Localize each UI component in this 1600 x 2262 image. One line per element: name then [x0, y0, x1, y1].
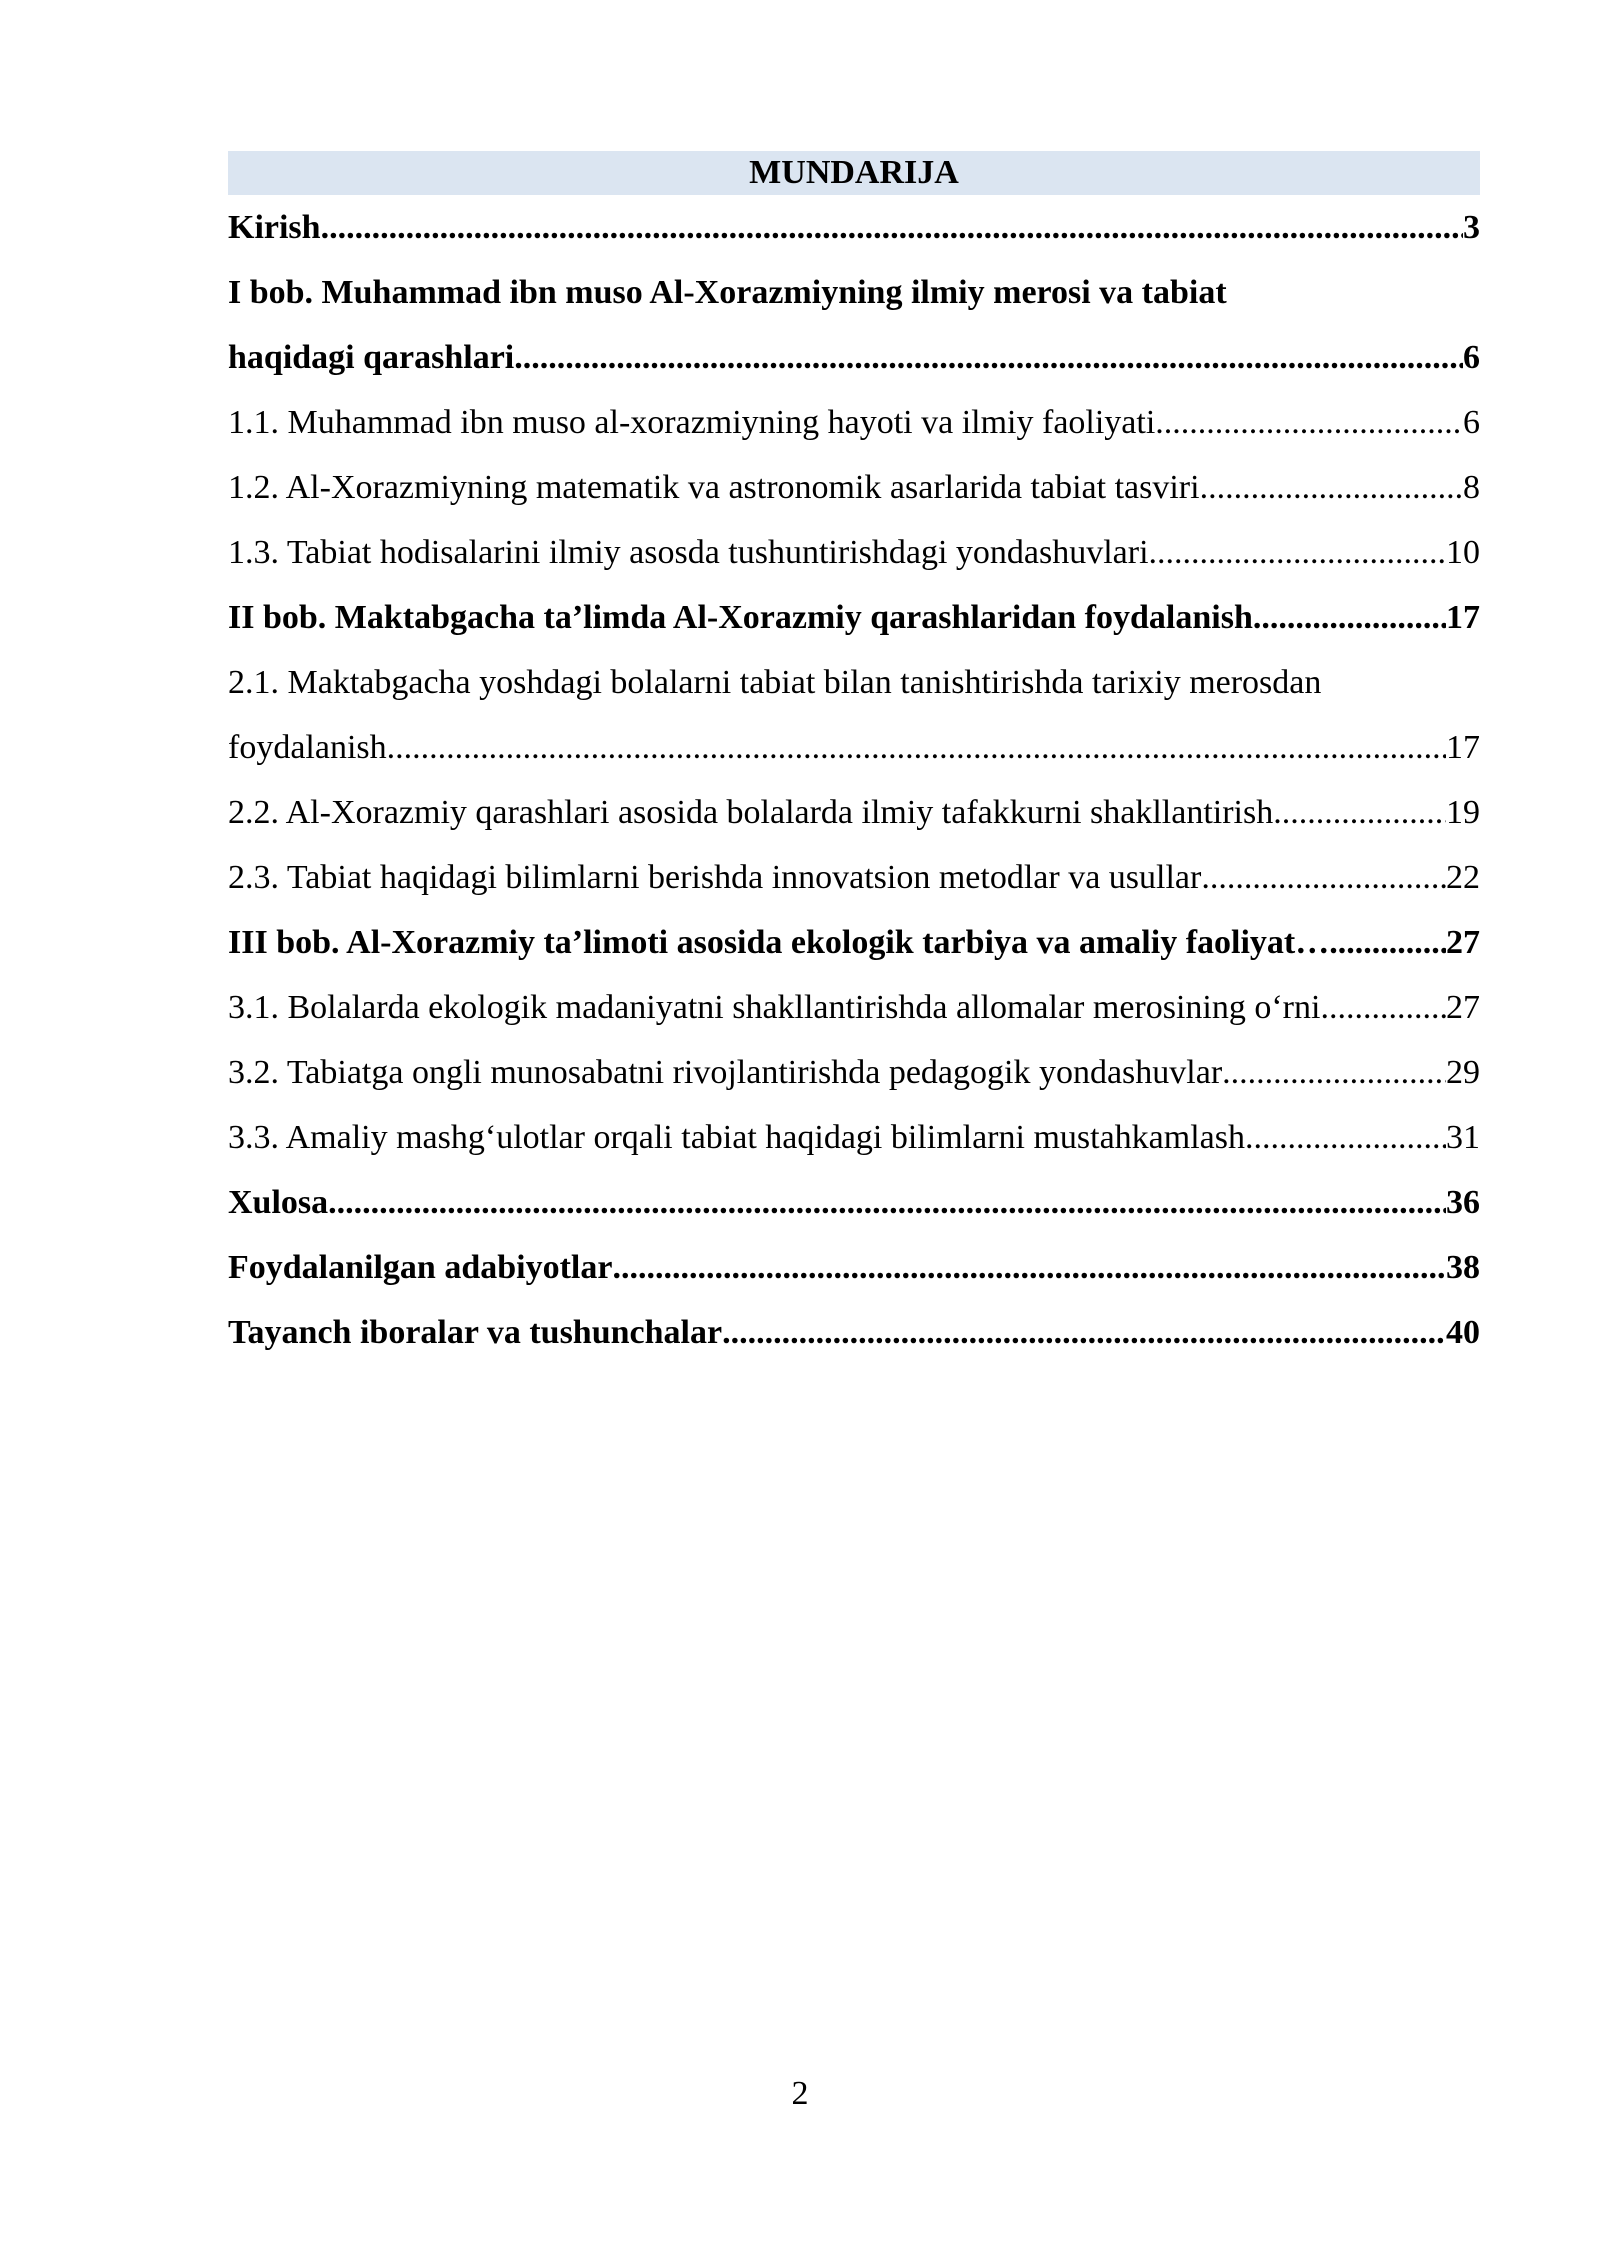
toc-entry-page-number: 17	[1446, 729, 1480, 766]
toc-entry-title: 2.3. Tabiat haqidagi bilimlarni berishda innovatsion metodlar va usullar	[228, 859, 1202, 896]
toc-entry[interactable]	[228, 1105, 1480, 1170]
toc-entry-title: Xulosa	[228, 1184, 329, 1221]
toc-entry-title: 1.3. Tabiat hodisalarini ilmiy asosda tushuntirishdagi yondashuvlari	[228, 534, 1149, 571]
toc-dot-leader	[1245, 1105, 1446, 1170]
toc-entry-page-number: 27	[1446, 924, 1480, 961]
toc-entry[interactable]	[228, 1040, 1480, 1105]
toc-entry-line	[228, 975, 1480, 1040]
toc-entry-first-line	[228, 650, 1480, 715]
toc-entry-page-number: 6	[1463, 339, 1480, 376]
toc-entry-line	[228, 845, 1480, 910]
toc-entry-title: foydalanish	[228, 729, 387, 766]
toc-entry-list	[228, 195, 1480, 1365]
toc-entry-page-number: 38	[1446, 1249, 1480, 1286]
toc-entry[interactable]	[228, 910, 1480, 975]
toc-entry[interactable]	[228, 1235, 1480, 1300]
toc-dot-leader	[1253, 585, 1446, 650]
toc-entry-line	[228, 910, 1480, 975]
toc-entry-title-first-line: I bob. Muhammad ibn muso Al-Xorazmiyning ilmiy merosi va tabiat	[228, 274, 1227, 311]
toc-entry[interactable]	[228, 585, 1480, 650]
toc-dot-leader	[1222, 1040, 1446, 1105]
toc-entry-page-number: 29	[1446, 1054, 1480, 1091]
table-of-contents	[228, 151, 1480, 1365]
toc-entry-title: Tayanch iboralar va tushunchalar	[228, 1314, 723, 1351]
toc-entry-title: haqidagi qarashlari	[228, 339, 515, 376]
toc-entry[interactable]	[228, 780, 1480, 845]
toc-entry[interactable]	[228, 1300, 1480, 1365]
toc-entry-page-number: 36	[1446, 1184, 1480, 1221]
toc-entry-title: Kirish	[228, 209, 321, 246]
toc-entry-page-number: 6	[1463, 404, 1480, 441]
toc-entry[interactable]	[228, 975, 1480, 1040]
toc-title: MUNDARIJA	[228, 151, 1480, 195]
toc-entry[interactable]	[228, 455, 1480, 520]
toc-entry[interactable]	[228, 260, 1480, 390]
toc-entry-page-number: 31	[1446, 1119, 1480, 1156]
toc-entry-title: 2.2. Al-Xorazmiy qarashlari asosida bolalarda ilmiy tafakkurni shakllantirish	[228, 794, 1274, 831]
toc-entry-first-line	[228, 260, 1480, 325]
toc-entry-title: 1.1. Muhammad ibn muso al-xorazmiyning hayoti va ilmiy faoliyati	[228, 404, 1156, 441]
toc-entry[interactable]	[228, 1170, 1480, 1235]
toc-entry-title: 3.3. Amaliy mashg‘ulotlar orqali tabiat haqidagi bilimlarni mustahkamlash	[228, 1119, 1245, 1156]
toc-entry-page-number: 8	[1463, 469, 1480, 506]
toc-dot-leader	[1155, 390, 1463, 455]
toc-dot-leader	[321, 195, 1463, 260]
toc-dot-leader	[1329, 910, 1446, 975]
toc-entry-line	[228, 1170, 1480, 1235]
toc-entry-page-number: 22	[1446, 859, 1480, 896]
toc-dot-leader	[1201, 845, 1446, 910]
toc-dot-leader	[328, 1170, 1446, 1235]
toc-entry-line	[228, 520, 1480, 585]
toc-dot-leader	[387, 715, 1446, 780]
toc-entry-line	[228, 1235, 1480, 1300]
toc-entry-title: 1.2. Al-Xorazmiyning matematik va astronomik asarlarida tabiat tasviri	[228, 469, 1200, 506]
toc-entry-title: 3.2. Tabiatga ongli munosabatni rivojlantirishda pedagogik yondashuvlar	[228, 1054, 1223, 1091]
toc-entry-line	[228, 325, 1480, 390]
toc-entry[interactable]	[228, 195, 1480, 260]
toc-entry-line	[228, 715, 1480, 780]
toc-dot-leader	[1273, 780, 1446, 845]
toc-entry-page-number: 19	[1446, 794, 1480, 831]
toc-dot-leader	[612, 1235, 1446, 1300]
toc-dot-leader	[514, 325, 1463, 390]
toc-entry-page-number: 10	[1446, 534, 1480, 571]
toc-entry-line	[228, 780, 1480, 845]
toc-entry[interactable]	[228, 650, 1480, 780]
toc-entry-title: Foydalanilgan adabiyotlar	[228, 1249, 613, 1286]
toc-entry[interactable]	[228, 520, 1480, 585]
toc-entry-line	[228, 1300, 1480, 1365]
toc-dot-leader	[722, 1300, 1446, 1365]
toc-entry[interactable]	[228, 845, 1480, 910]
toc-entry-title: III bob. Al-Xorazmiy ta’limoti asosida ekologik tarbiya va amaliy faoliyat…	[228, 924, 1330, 961]
toc-entry-page-number: 17	[1446, 599, 1480, 636]
toc-dot-leader	[1200, 455, 1463, 520]
toc-dot-leader	[1149, 520, 1446, 585]
toc-entry-line	[228, 1105, 1480, 1170]
toc-entry-title: II bob. Maktabgacha ta’limda Al-Xorazmiy qarashlaridan foydalanish	[228, 599, 1253, 636]
toc-entry-title: 3.1. Bolalarda ekologik madaniyatni shakllantirishda allomalar merosining o‘rni	[228, 989, 1321, 1026]
toc-entry-title-first-line: 2.1. Maktabgacha yoshdagi bolalarni tabiat bilan tanishtirishda tarixiy merosdan	[228, 664, 1322, 701]
toc-entry-page-number: 27	[1446, 989, 1480, 1026]
toc-entry-page-number: 40	[1446, 1314, 1480, 1351]
toc-entry-page-number: 3	[1463, 209, 1480, 246]
toc-entry-line	[228, 390, 1480, 455]
toc-entry-line	[228, 1040, 1480, 1105]
page-number: 2	[791, 2075, 809, 2112]
toc-entry-line	[228, 195, 1480, 260]
toc-entry-line	[228, 455, 1480, 520]
toc-dot-leader	[1320, 975, 1446, 1040]
toc-entry-line	[228, 585, 1480, 650]
toc-entry[interactable]	[228, 390, 1480, 455]
